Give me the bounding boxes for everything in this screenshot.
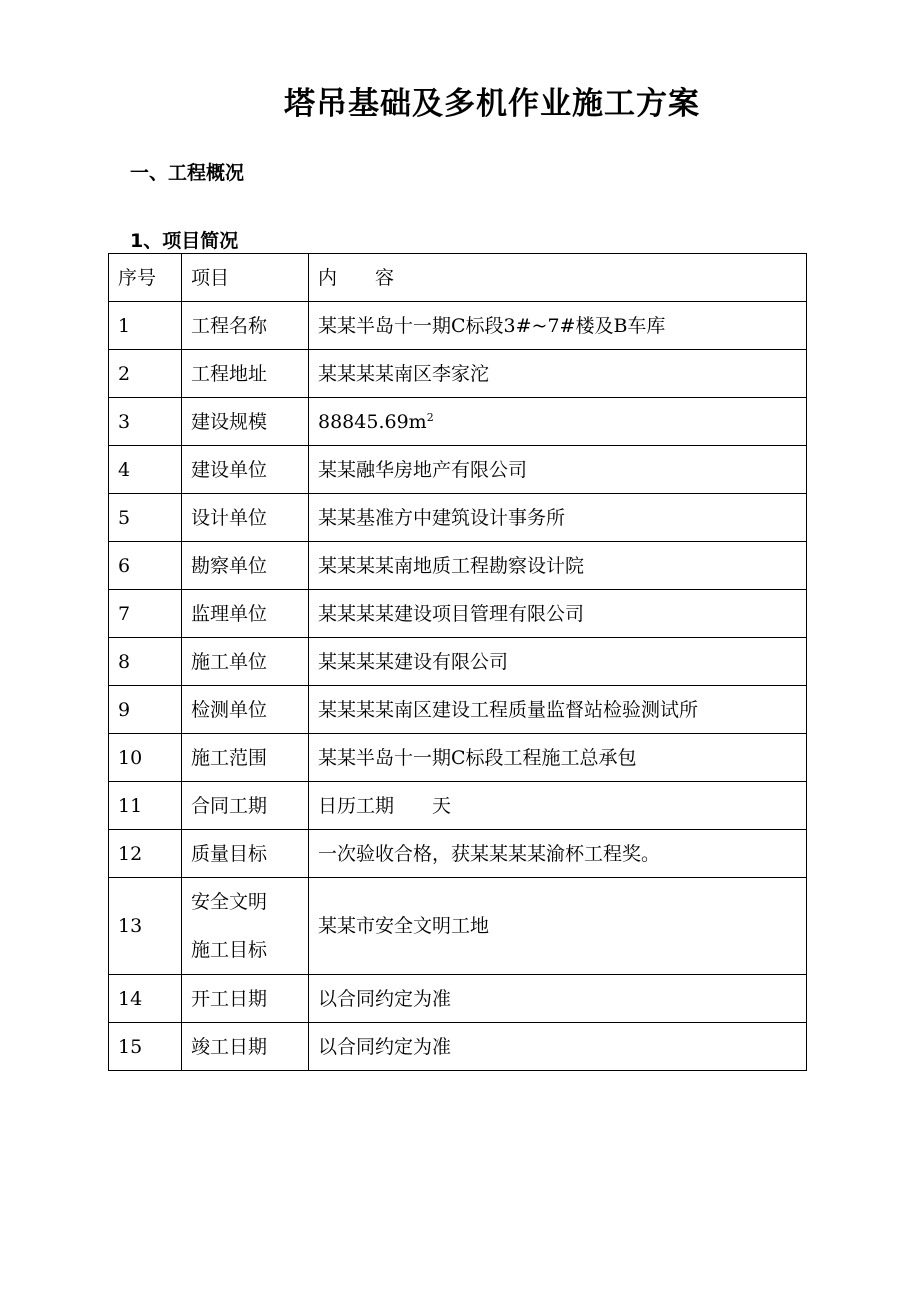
row-item: 建设单位 [182,446,309,494]
table-row [109,398,807,446]
table-row [109,542,807,590]
row-content: 某某某某建设项目管理有限公司 [309,590,807,638]
row-item: 检测单位 [182,686,309,734]
row-item: 建设规模 [182,398,309,446]
row-item: 质量目标 [182,830,309,878]
table-row [109,590,807,638]
row-number: 4 [109,446,182,494]
table-row [109,302,807,350]
row-item: 施工范围 [182,734,309,782]
row-item: 工程地址 [182,350,309,398]
table-row [109,830,807,878]
row-content: 某某融华房地产有限公司 [309,446,807,494]
row-content: 某某某某南地质工程勘察设计院 [309,542,807,590]
table-header-row [109,254,807,302]
row-content: 某某某某建设有限公司 [309,638,807,686]
table-row [109,878,807,975]
header-cell-content: 内 容 [309,254,807,302]
header-cell-number: 序号 [109,254,182,302]
row-content: 日历工期 天 [309,782,807,830]
row-content: 某某某某南区建设工程质量监督站检验测试所 [309,686,807,734]
row-content: 某某半岛十一期C标段工程施工总承包 [309,734,807,782]
row-content: 某某市安全文明工地 [309,878,807,975]
row-number: 8 [109,638,182,686]
row-content: 一次验收合格，获某某某某渝杯工程奖。 [309,830,807,878]
table-row [109,638,807,686]
row-number: 9 [109,686,182,734]
row-item: 勘察单位 [182,542,309,590]
row-item: 施工单位 [182,638,309,686]
table-row [109,446,807,494]
document-title: 塔吊基础及多机作业施工方案 [284,86,700,122]
section-heading: 一、工程概况 [130,162,245,184]
row-number: 14 [109,975,182,1023]
row-number: 11 [109,782,182,830]
row-number: 10 [109,734,182,782]
row-item: 设计单位 [182,494,309,542]
row-item [182,878,309,975]
row-number: 1 [109,302,182,350]
table-row [109,686,807,734]
row-number: 7 [109,590,182,638]
row-number: 3 [109,398,182,446]
table-row [109,1023,807,1071]
row-number: 13 [109,878,182,975]
row-content: 某某基准方中建筑设计事务所 [309,494,807,542]
row-content: 某某某某南区李家沱 [309,350,807,398]
project-info-table [108,253,807,1071]
row-content-value: 88845.69m [318,410,427,433]
row-number: 12 [109,830,182,878]
table-row [109,975,807,1023]
row-number: 2 [109,350,182,398]
table-row [109,494,807,542]
row-item: 合同工期 [182,782,309,830]
row-content [309,398,807,446]
row-content: 某某半岛十一期C标段3#~7#楼及B车库 [309,302,807,350]
header-cell-item: 项目 [182,254,309,302]
row-item: 开工日期 [182,975,309,1023]
row-item-line: 安全文明 [191,891,268,913]
row-content: 以合同约定为准 [309,975,807,1023]
row-number: 6 [109,542,182,590]
row-item: 监理单位 [182,590,309,638]
row-number: 15 [109,1023,182,1071]
table-row [109,782,807,830]
table-row [109,734,807,782]
row-item: 竣工日期 [182,1023,309,1071]
superscript-exponent: 2 [426,410,434,424]
subsection-heading: 1、项目简况 [130,230,239,252]
row-item: 工程名称 [182,302,309,350]
row-content: 以合同约定为准 [309,1023,807,1071]
row-item-line: 施工目标 [191,939,268,961]
row-number: 5 [109,494,182,542]
table-row [109,350,807,398]
